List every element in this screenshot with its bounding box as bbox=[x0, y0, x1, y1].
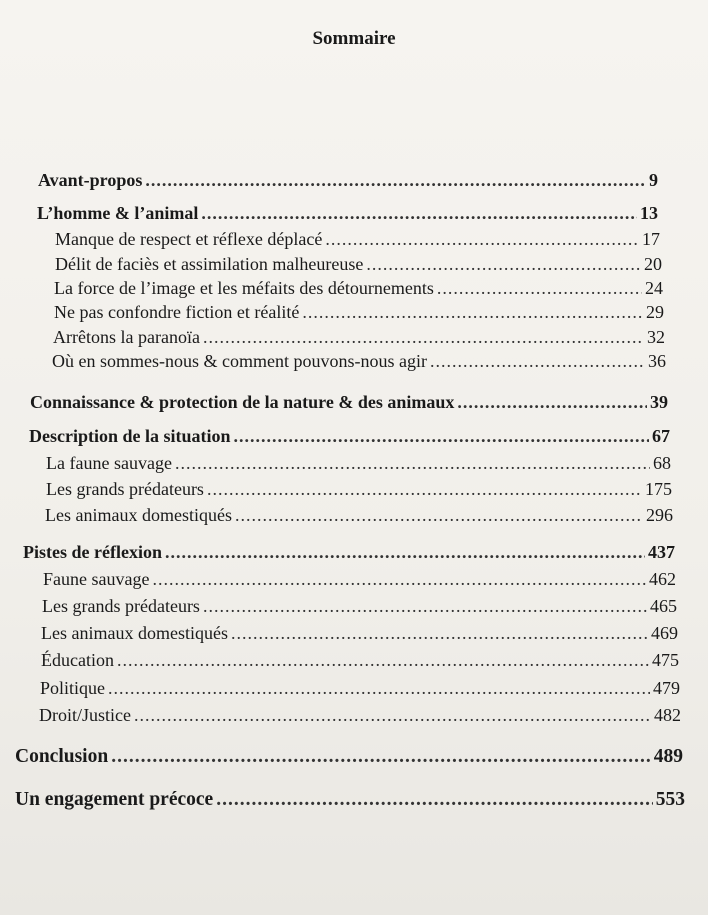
dot-leader bbox=[457, 392, 647, 413]
dot-leader bbox=[117, 650, 649, 671]
dot-leader bbox=[152, 569, 646, 590]
toc-page-number: 462 bbox=[649, 569, 676, 589]
dot-leader bbox=[175, 453, 650, 474]
toc-page-number: 296 bbox=[646, 505, 673, 525]
toc-label: L’homme & l’animal bbox=[37, 203, 199, 223]
dot-leader bbox=[203, 327, 644, 348]
dot-leader bbox=[134, 705, 651, 726]
toc-label: Ne pas confondre fiction et réalité bbox=[54, 302, 300, 322]
dot-leader bbox=[234, 426, 649, 447]
toc-page-number: 489 bbox=[653, 746, 683, 767]
toc-label: Conclusion bbox=[15, 746, 109, 767]
dot-leader bbox=[165, 542, 645, 563]
toc-entry bbox=[15, 746, 683, 768]
toc-entry bbox=[55, 254, 662, 275]
toc-label: Arrêtons la paranoïa bbox=[53, 327, 200, 347]
toc-entry bbox=[40, 678, 680, 699]
toc-label: Politique bbox=[40, 678, 106, 698]
toc-label: Pistes de réflexion bbox=[23, 542, 162, 562]
dot-leader bbox=[201, 203, 637, 224]
toc-entry bbox=[41, 623, 678, 644]
toc-entry bbox=[54, 278, 663, 299]
toc-page-number: 24 bbox=[645, 278, 663, 298]
toc-page-number: 475 bbox=[652, 650, 679, 670]
dot-leader bbox=[366, 254, 641, 275]
dot-leader bbox=[325, 229, 639, 250]
toc-label: Les grands prédateurs bbox=[42, 596, 200, 616]
toc-entry bbox=[38, 170, 658, 191]
page-title: Sommaire bbox=[312, 28, 396, 49]
toc-page-number: 32 bbox=[647, 327, 665, 347]
toc-entry bbox=[52, 351, 666, 372]
toc-entry bbox=[29, 426, 670, 447]
toc-page-number: 553 bbox=[655, 789, 685, 810]
dot-leader bbox=[207, 479, 642, 500]
toc-page-number: 68 bbox=[653, 453, 671, 473]
toc-page-number: 437 bbox=[648, 542, 675, 562]
dot-leader bbox=[108, 678, 650, 699]
toc-label: Un engagement précoce bbox=[15, 789, 214, 810]
dot-leader bbox=[430, 351, 645, 372]
toc-entry bbox=[39, 705, 681, 726]
toc-entry bbox=[53, 327, 665, 348]
toc-label: Délit de faciès et assimilation malheureuse bbox=[55, 254, 364, 274]
toc-label: Description de la situation bbox=[29, 426, 231, 446]
toc-entry bbox=[23, 542, 675, 563]
toc-entry bbox=[37, 203, 658, 224]
toc-label: Droit/Justice bbox=[39, 705, 131, 725]
toc-page-number: 67 bbox=[652, 426, 670, 446]
toc-page-number: 465 bbox=[650, 596, 677, 616]
toc-page-number: 39 bbox=[650, 392, 668, 412]
toc-entry bbox=[54, 302, 664, 323]
toc-label: Manque de respect et réflexe déplacé bbox=[55, 229, 323, 249]
toc-page-number: 29 bbox=[646, 302, 664, 322]
toc-entry bbox=[41, 650, 679, 671]
dot-leader bbox=[231, 623, 648, 644]
toc-entry bbox=[42, 596, 677, 617]
toc-label: Connaissance & protection de la nature & des animaux bbox=[30, 392, 455, 412]
dot-leader bbox=[111, 746, 651, 768]
dot-leader bbox=[216, 789, 653, 811]
dot-leader bbox=[145, 170, 646, 191]
dot-leader bbox=[302, 302, 643, 323]
toc-entry bbox=[43, 569, 676, 590]
toc-entry bbox=[15, 789, 685, 811]
toc-page-number: 36 bbox=[648, 351, 666, 371]
toc-entry bbox=[30, 392, 668, 413]
toc-page-number: 469 bbox=[651, 623, 678, 643]
dot-leader bbox=[437, 278, 642, 299]
toc-label: La force de l’image et les méfaits des détournements bbox=[54, 278, 434, 298]
toc-entry bbox=[45, 505, 673, 526]
toc-label: Les animaux domestiqués bbox=[45, 505, 232, 525]
toc-label: Où en sommes-nous & comment pouvons-nous agir bbox=[52, 351, 427, 371]
toc-label: Avant-propos bbox=[38, 170, 143, 190]
dot-leader bbox=[203, 596, 647, 617]
toc-entry bbox=[55, 229, 660, 250]
toc-page-number: 482 bbox=[654, 705, 681, 725]
toc-label: Les grands prédateurs bbox=[46, 479, 204, 499]
toc-label: Les animaux domestiqués bbox=[41, 623, 228, 643]
toc-entry bbox=[46, 479, 672, 500]
toc-page-number: 479 bbox=[653, 678, 680, 698]
toc-page-number: 20 bbox=[644, 254, 662, 274]
toc-page-number: 175 bbox=[645, 479, 672, 499]
toc-label: Éducation bbox=[41, 650, 114, 670]
toc-page-number: 17 bbox=[642, 229, 660, 249]
toc-entry bbox=[46, 453, 671, 474]
dot-leader bbox=[235, 505, 643, 526]
toc-label: La faune sauvage bbox=[46, 453, 172, 473]
toc-label: Faune sauvage bbox=[43, 569, 150, 589]
toc-page-number: 9 bbox=[649, 170, 658, 190]
toc-page-number: 13 bbox=[640, 203, 658, 223]
